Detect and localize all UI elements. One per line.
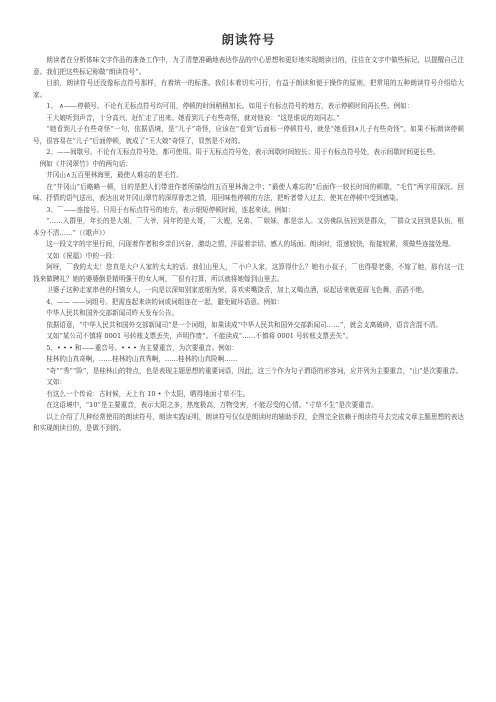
paragraph: 阿呀，⌒我的太太！您真是大户人家的太太的话。我们山里人，⌒小户人家，这算得什么？她有小叔子，⌒也得娶老婆，不嫁了她，那有这一注钱来做聘礼？她的婆婆倒是精明强干的女人呵，⌒很有打算，所以就将她嫁到山里去。 xyxy=(33,263,464,283)
paragraph: 桂林的山真奇啊，……桂林的山真秀啊，……桂林的山真险啊…… xyxy=(46,355,238,363)
paragraph: 又如： xyxy=(46,378,66,386)
paragraph: “她看到儿子有些奇怪”一句，依据语境，是“儿子”奇怪，应该在“看到”后面标一停顿符号，就是“她看到∧儿子有些奇怪”。如果不标朗读停顿号，很容易在“儿子”后面停顿，就成了“王大娘”奇怪了，显然是不对的。 xyxy=(33,125,464,145)
paragraph: 4、—— ——词组号。把需连起来读的词或词组连在一起，避免破坏语意。例如： xyxy=(46,297,284,306)
paragraph: “奇”“秀”“险”，是桂林山的特点，也是表现主题思想的重要词语，因此，这三个作为句子谓语的形容词，应并列为主要重音，“山”是次要重音。 xyxy=(46,366,463,375)
paragraph: 卫婆子这种走家串巷的村镇女人，一向是以深知别家底细为荣，喜欢卖嘴饶舌，加上又喝点酒，说起话来就更眉飞色舞，滔滔不绝。 xyxy=(46,286,429,294)
paragraph: 在这语境中，“10”是主要重音，表示太阳之多，热度极高，万物受害，不能忍受的心情。“寸草不生”是次要重音。 xyxy=(46,401,378,409)
paragraph: 1、 ∧——停顿号。不论有无标点符号均可用，停顿的时间稍稍加长。如用于有标点符号的地方，表示停顿时间再长些。例如： xyxy=(46,102,414,110)
paragraph: 中华人民共和国外交部新闻司昨天发布公告。 xyxy=(46,309,179,317)
paragraph: 目前，朗读符号还没像标点符号那样，有着统一的标准。我们本着切实可行，有益于朗读和便于操作的原则，把常用的五种朗读符号介绍给大家。 xyxy=(33,79,464,99)
paragraph: 有这么一个传说：古时候，天上有 10 • 个太阳，晒得地面寸草不生。 xyxy=(46,389,250,398)
paragraph: 依据语意，“中华人民共和国外交部新闻司”是一个词组，如果读成“中华人民共和国外交部新闻司……”，就会支离破碎，语音含混不清。 xyxy=(46,320,443,329)
paragraph: 这一段文字的字里行间，闪现着作者和乡亲们兴奋、激动之情，洋溢着亲切、感人的场面。朗读时，语速较快，衔接较紧，须做些连接处理。 xyxy=(46,240,455,248)
paragraph: 3、⌒——连接号。只用于有标点符号的地方，表示细短停顿时间，连起来读。例如： xyxy=(46,205,295,214)
paragraph: 例如《井冈翠竹》中的两句话： xyxy=(39,159,132,168)
document-body xyxy=(33,55,464,435)
paragraph: 井冈山∧五百里林海里，最使人难忘的是毛竹。 xyxy=(46,171,183,179)
paragraph: 5、• • • 和——重音号。• • • 为主要重音，为次要重音。例如： xyxy=(46,343,238,352)
paragraph: 2、——间歇号。不论有无标点符号处，都可使用。用于无标点符号处，表示间歇时间较长；用于有标点符号处，表示间歇时间更长些。 xyxy=(46,148,440,156)
paragraph: 又如《祝福》中的一段： xyxy=(46,251,119,260)
document-title: 朗读符号 xyxy=(221,32,276,47)
paragraph: 朗读者在分析体味文字作品的准备工作中，为了清楚准确地表达作品的中心思想和更好地实现朗读目的，往往在文字中做些标记，以提醒自己注意。我们把这些标记称做“朗读符号”。 xyxy=(33,56,464,76)
paragraph: “……人群里，年长的是大姐，⌒大爷，同年的是大哥，⌒大嫂，兄弟，⌒姐妹，都是亲人。又仿佛队伍回到是群众，⌒群众又回到是队伍，根本分不清……”（《歌声》） xyxy=(33,217,464,237)
paragraph: 又如“某公司不慎将 0001 号转账支票丢失，声明作废”。不能读成“……不慎将 0001 号转账支票丢失”。 xyxy=(46,332,353,340)
paragraph: 在“井冈山”后略略一顿，目的是把人们带进作者所描绘的五百里林海之中；“最使人难忘的”后面作一较长时间的顿歇，“毛竹”两字用深沉、回味、抒情的语气送出，表达出对井冈山翠竹的深厚眷恋之情，用回味性停顿的方法，把听者带入过去，使其在停顿中受到感染。 xyxy=(33,182,464,202)
paragraph: 王大娘听到声音，十分高兴，赶忙走了出来。她看到儿子有些奇怪，就对他说：“这是谁说的刘同志。” xyxy=(46,113,340,122)
paragraph: 以上介绍了几种经常使用的朗读符号，朗读实践证明，朗读符号仅仅是朗读时的辅助手段，企图完全依赖于朗读符号去完成文章主题思想的表达和实现朗读目的，是做不到的。 xyxy=(33,412,464,432)
